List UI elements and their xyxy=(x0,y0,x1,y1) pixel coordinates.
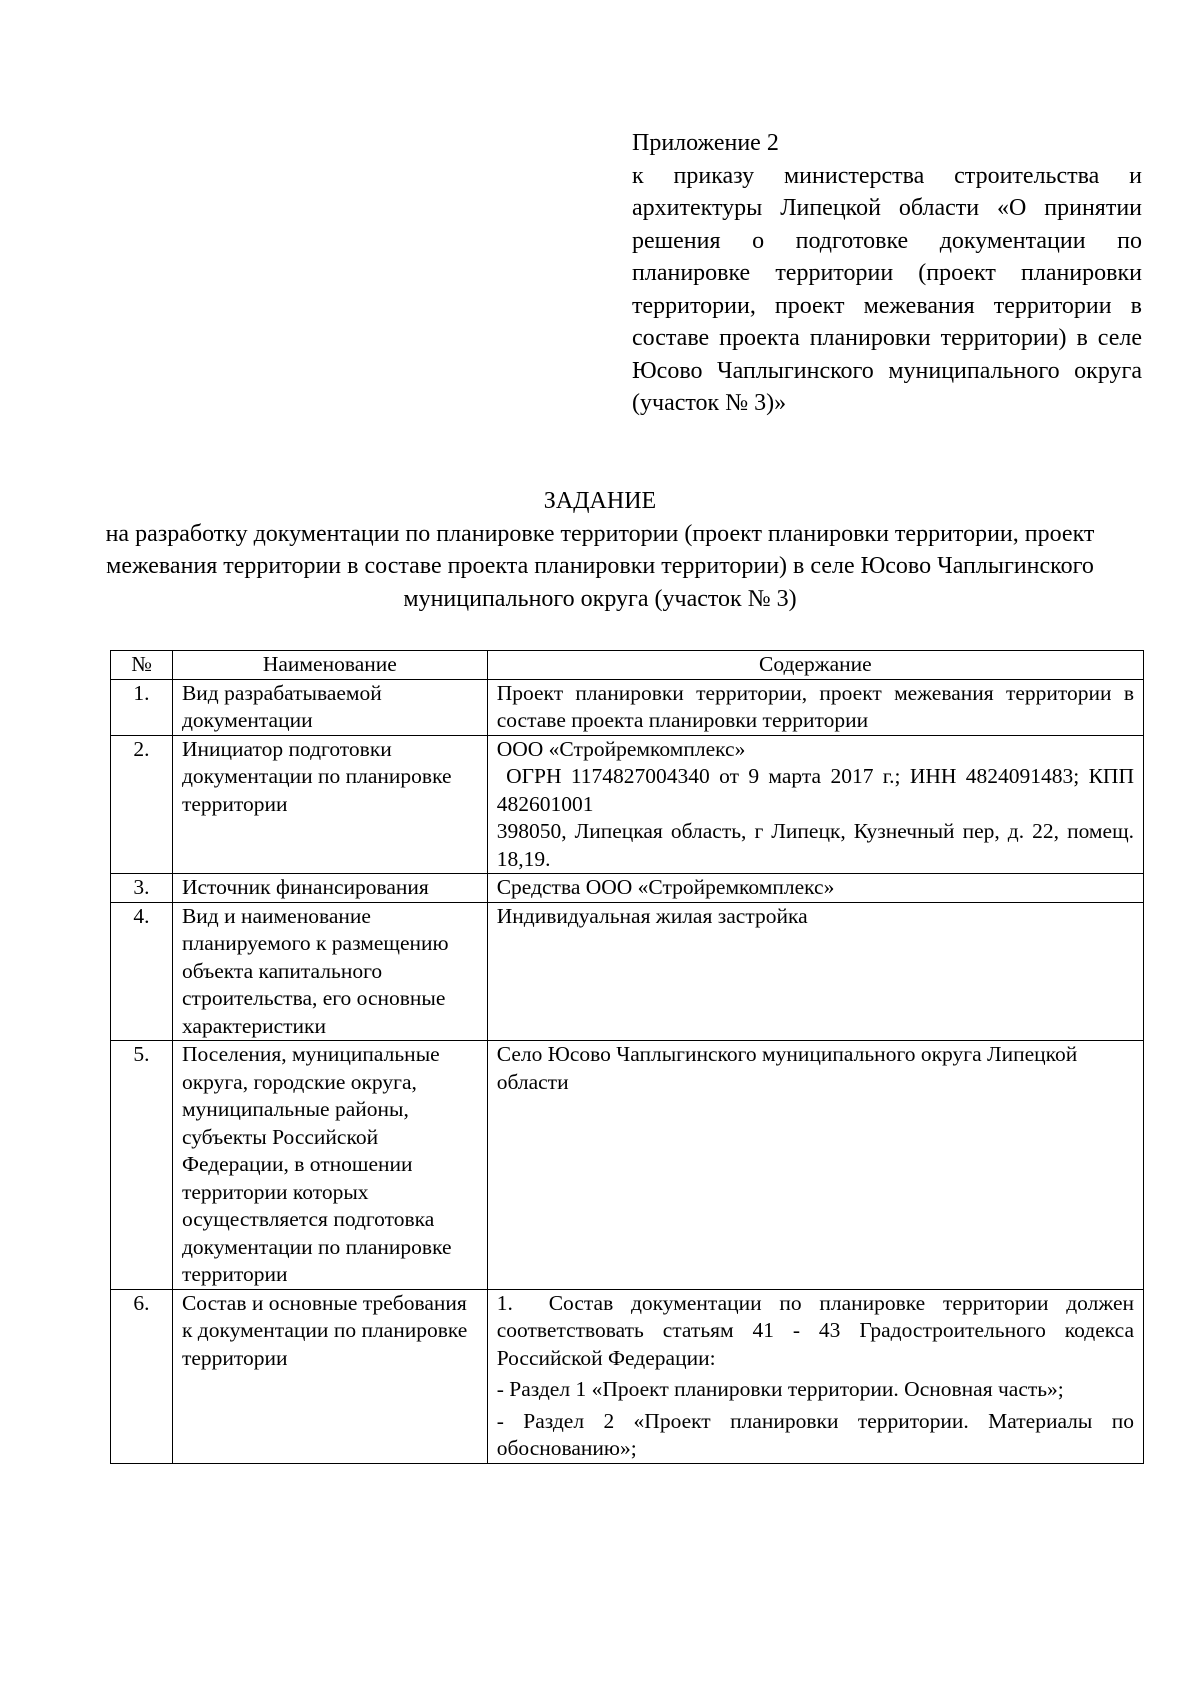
row-number: 3. xyxy=(111,874,173,903)
row-number: 1. xyxy=(111,679,173,735)
content-item-text: Состав документации по планировке территории должен соответствовать статьям 41 - 43 Градостроительного кодекса Российской Федерации: xyxy=(496,1290,1134,1370)
content-paragraph xyxy=(497,1290,1134,1373)
content-item-number: 1. xyxy=(496,1290,513,1315)
row-content xyxy=(487,679,1143,735)
content-paragraph: ООО «Стройремкомплекс» xyxy=(496,736,746,761)
table-header-row xyxy=(111,651,1144,680)
table-row xyxy=(111,1289,1144,1463)
row-content xyxy=(487,874,1143,903)
table-row xyxy=(111,735,1144,874)
header-name: Наименование xyxy=(172,651,487,680)
content-paragraph: ОГРН 1174827004340 от 9 марта 2017 г.; ИНН 4824091483; КПП 482601001 xyxy=(496,764,1140,816)
row-name: Состав и основные требования к документации по планировке территории xyxy=(172,1289,487,1463)
row-content xyxy=(487,1289,1143,1463)
row-name: Источник финансирования xyxy=(172,874,487,903)
content-paragraph: - Раздел 1 «Проект планировки территории. Основная часть»; xyxy=(496,1377,1064,1401)
document-subtitle: на разработку документации по планировке территории (проект планировки территории, проект межевания территории в составе проекта планировки территории) в селе Юсово Чаплыгинского муниципального округа (участок № 3) xyxy=(105,520,1095,612)
row-content xyxy=(487,902,1143,1041)
row-name: Инициатор подготовки документации по планировке территории xyxy=(172,735,487,874)
table-row xyxy=(111,874,1144,903)
row-number: 6. xyxy=(111,1289,173,1463)
appendix-order-reference: к приказу министерства строительства и архитектуры Липецкой области «О принятии решения о подготовке документации по планировке территории (проект планировки территории, проект межевания территории в составе проекта планировки территории) в селе Юсово Чаплыгинского муниципального округа (участок № 3)» xyxy=(632,162,1142,416)
content-paragraph: Проект планировки территории, проект межевания территории в составе проекта планировки территории xyxy=(496,680,1134,732)
document-heading: ЗАДАНИЕ xyxy=(543,488,657,514)
content-paragraph: Село Юсово Чаплыгинского муниципального округа Липецкой области xyxy=(496,1042,1078,1094)
appendix-header xyxy=(632,127,1142,420)
row-name: Вид и наименование планируемого к размещению объекта капитального строительства, его основные характеристики xyxy=(172,902,487,1041)
row-content xyxy=(487,1041,1143,1290)
document-title-block xyxy=(60,485,1140,615)
row-name: Поселения, муниципальные округа, городские округа, муниципальные районы, субъекты Российской Федерации, в отношении территории которых осуществляется подготовка документации по планировке территории xyxy=(172,1041,487,1290)
table-row xyxy=(111,902,1144,1041)
content-paragraph: - Раздел 2 «Проект планировки территории. Материалы по обоснованию»; xyxy=(496,1408,1134,1460)
table-row xyxy=(111,679,1144,735)
content-paragraph: 398050, Липецкая область, г Липецк, Кузнечный пер, д. 22, помещ. 18,19. xyxy=(496,819,1134,871)
row-number: 4. xyxy=(111,902,173,1041)
appendix-number: Приложение 2 xyxy=(632,130,779,156)
row-number: 5. xyxy=(111,1041,173,1290)
header-num: № xyxy=(111,651,173,680)
header-content: Содержание xyxy=(487,651,1143,680)
row-number: 2. xyxy=(111,735,173,874)
table-row xyxy=(111,1041,1144,1290)
row-content xyxy=(487,735,1143,874)
row-name: Вид разрабатываемой документации xyxy=(172,679,487,735)
content-paragraph: Индивидуальная жилая застройка xyxy=(496,903,808,928)
task-table xyxy=(110,650,1144,1464)
content-paragraph: Средства ООО «Стройремкомплекс» xyxy=(496,875,835,899)
